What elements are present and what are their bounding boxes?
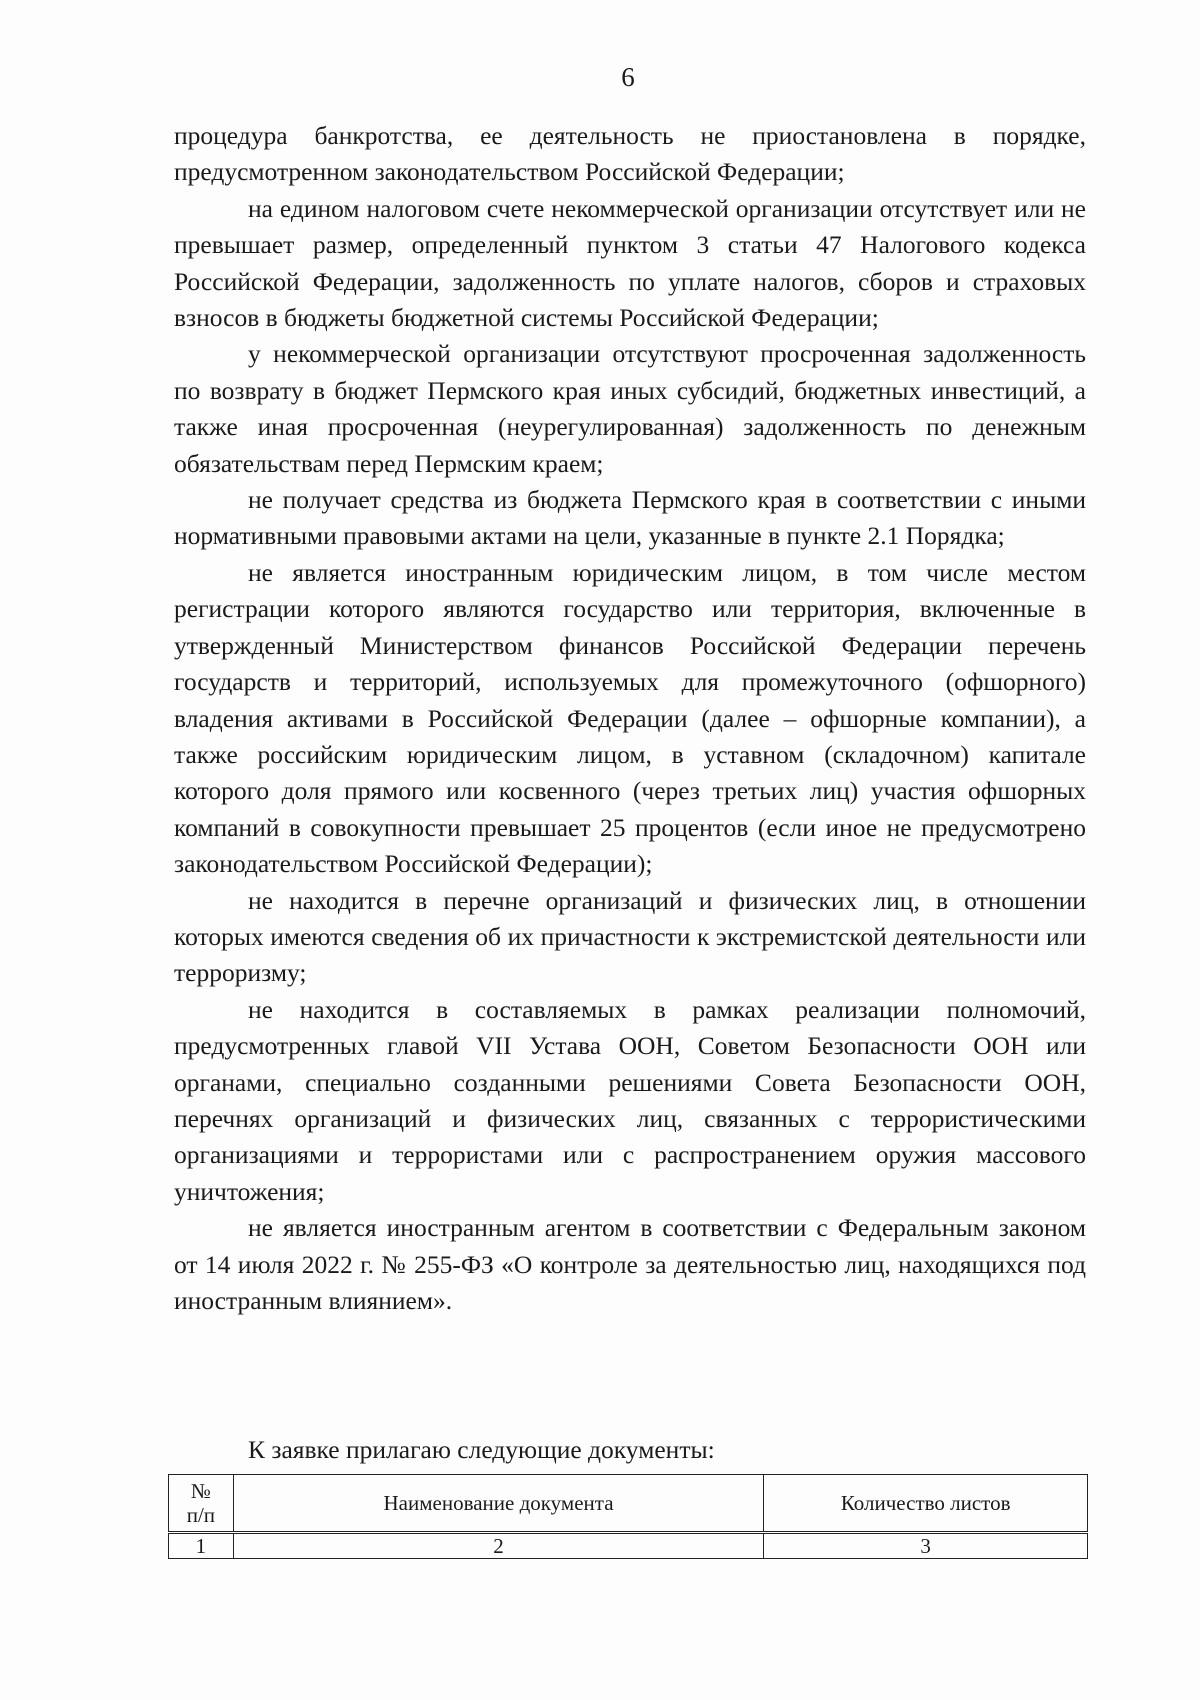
header-sheet-count: Количество листов [764,1475,1088,1533]
table-header-row [169,1475,1088,1533]
paragraph-extremism-list: не находится в перечне организаций и физических лиц, в отношении которых имеются сведения об их причастности к экстремистской деятельности или терроризму; [174,885,1086,988]
paragraph-foreign-agent: не является иностранным агентом в соответствии с Федеральным законом от 14 июля 2022 г. № 255-ФЗ «О контроле за деятельностью лиц, находящихся под иностранным влиянием». [174,1213,1086,1315]
header-number-line1: № [190,1479,211,1503]
paragraph-offshore: не является иностранным юридическим лицом, в том числе местом регистрации которого являются государство или территория, включенные в утвержденный Министерством финансов Российской Федерации перечень государств и территорий, используемых для промежуточного (офшорного) владения активами в Российской Федерации (далее – офшорные компании), а также российским юридическим лицом, в уставном (складочном) капитале которого доля прямого или косвенного (через третьих лиц) участия офшорных компаний в совокупности превышает 25 процентов (если иное не предусмотрено законодательством Российской Федерации); [174,557,1086,879]
document-body [174,118,1086,1319]
attachments-intro: К заявке прилагаю следующие документы: [248,1435,715,1464]
header-number-line2: п/п [186,1503,216,1527]
paragraph-budget-funds: не получает средства из бюджета Пермского края в соответствии с иными нормативными правовыми актами на цели, указанные в пункте 2.1 Порядка; [174,485,1086,551]
column-number-2: 2 [233,1533,764,1559]
column-number-1: 1 [169,1533,234,1559]
paragraph-bankruptcy: процедура банкротства, ее деятельность не приостановлена в порядке, предусмотренном законодательством Российской Федерации; [174,121,1086,187]
paragraph-tax-account: на едином налоговом счете некоммерческой организации отсутствует или не превышает размер, определенный пунктом 3 статьи 47 Налогового кодекса Российской Федерации, задолженность по уплате налогов, сборов и страховых взносов в бюджеты бюджетной системы Российской Федерации; [174,193,1086,333]
header-document-name: Наименование документа [233,1475,764,1533]
page-number: 6 [621,62,635,92]
attachments-table [168,1474,1088,1559]
table-numbering-row [169,1533,1088,1559]
column-number-3: 3 [764,1533,1088,1559]
paragraph-un-sanctions: не находится в составляемых в рамках реализации полномочий, предусмотренных главой VII Устава ООН, Советом Безопасности ООН или органами, специально созданными решениями Совета Безопасности ООН, перечнях организаций и физических лиц, связанных с террористическими организациями и террористами или с распространением оружия массового уничтожения; [174,994,1086,1206]
paragraph-overdue-debt: у некоммерческой организации отсутствуют просроченная задолженность по возврату в бюджет Пермского края иных субсидий, бюджетных инвестиций, а также иная просроченная (неурегулированная) задолженность по денежным обязательствам перед Пермским краем; [174,339,1086,478]
header-number [169,1475,234,1533]
